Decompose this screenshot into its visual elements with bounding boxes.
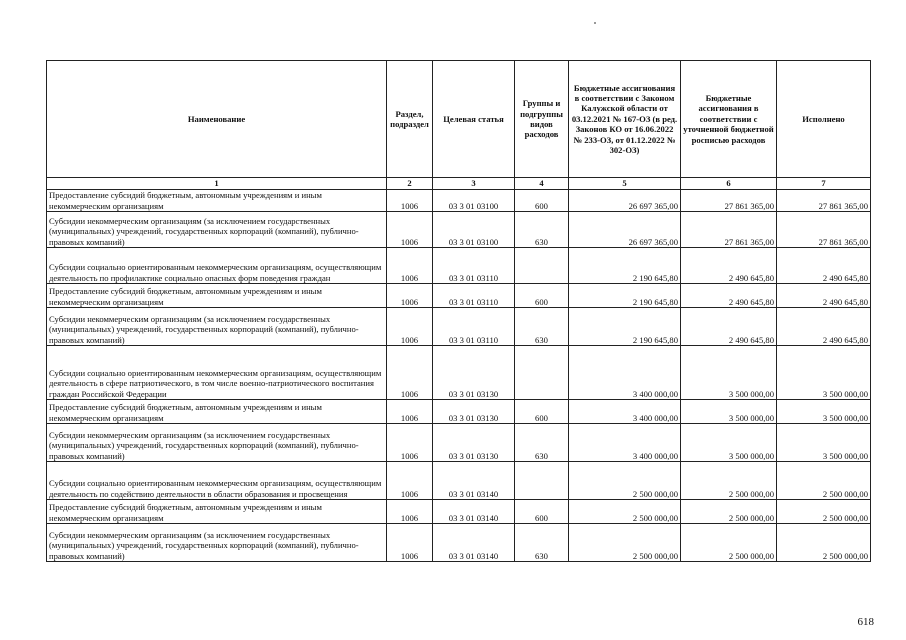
row-budget-refined: 2 500 000,00 xyxy=(681,524,777,562)
row-target: 03 3 01 03100 xyxy=(433,212,515,248)
column-number: 4 xyxy=(515,178,569,190)
row-budget-law: 3 400 000,00 xyxy=(569,424,681,462)
row-executed: 27 861 365,00 xyxy=(777,212,871,248)
row-name: Субсидии социально ориентированным некоммерческим организациям, осуществляющим деятельность по профилактике социально опасных форм поведения граждан xyxy=(47,248,387,284)
row-budget-refined: 3 500 000,00 xyxy=(681,424,777,462)
column-number: 3 xyxy=(433,178,515,190)
row-section: 1006 xyxy=(387,212,433,248)
table-row xyxy=(47,500,871,524)
row-budget-refined: 3 500 000,00 xyxy=(681,400,777,424)
row-section: 1006 xyxy=(387,284,433,308)
header-section: Раздел, подраздел xyxy=(387,61,433,178)
row-name: Субсидии некоммерческим организациям (за исключением государственных (муниципальных) учреждений, государственных корпораций (компаний), публично-правовых компаний) xyxy=(47,524,387,562)
row-section: 1006 xyxy=(387,524,433,562)
row-executed: 3 500 000,00 xyxy=(777,346,871,400)
row-name: Предоставление субсидий бюджетным, автономным учреждениям и иным некоммерческим организациям xyxy=(47,400,387,424)
row-budget-law: 3 400 000,00 xyxy=(569,400,681,424)
table-body xyxy=(47,190,871,562)
row-executed: 2 490 645,80 xyxy=(777,284,871,308)
row-budget-law: 2 190 645,80 xyxy=(569,284,681,308)
row-budget-refined: 2 490 645,80 xyxy=(681,308,777,346)
column-number: 6 xyxy=(681,178,777,190)
row-group xyxy=(515,248,569,284)
row-section: 1006 xyxy=(387,424,433,462)
row-executed: 2 500 000,00 xyxy=(777,500,871,524)
row-name: Субсидии некоммерческим организациям (за исключением государственных (муниципальных) учреждений, государственных корпораций (компаний), публично-правовых компаний) xyxy=(47,212,387,248)
row-name: Субсидии социально ориентированным некоммерческим организациям, осуществляющим деятельность в сфере патриотического, в том числе военно-патриотического воспитания граждан Российской Федерации xyxy=(47,346,387,400)
row-budget-law: 2 500 000,00 xyxy=(569,524,681,562)
table-row xyxy=(47,284,871,308)
row-section: 1006 xyxy=(387,308,433,346)
header-groups: Группы и подгруппы видов расходов xyxy=(515,61,569,178)
row-group: 630 xyxy=(515,424,569,462)
page-number: 618 xyxy=(857,616,874,628)
row-name: Предоставление субсидий бюджетным, автономным учреждениям и иным некоммерческим организациям xyxy=(47,190,387,212)
row-executed: 2 490 645,80 xyxy=(777,308,871,346)
row-section: 1006 xyxy=(387,346,433,400)
header-row xyxy=(47,61,871,178)
header-budget-refined: Бюджетные ассигнования в соответствии с уточненной бюджетной росписью расходов xyxy=(681,61,777,178)
row-budget-refined: 27 861 365,00 xyxy=(681,212,777,248)
table-row xyxy=(47,308,871,346)
row-section: 1006 xyxy=(387,500,433,524)
row-name: Предоставление субсидий бюджетным, автономным учреждениям и иным некоммерческим организациям xyxy=(47,284,387,308)
row-section: 1006 xyxy=(387,190,433,212)
row-executed: 3 500 000,00 xyxy=(777,424,871,462)
row-target: 03 3 01 03130 xyxy=(433,346,515,400)
table-row xyxy=(47,462,871,500)
table-row xyxy=(47,424,871,462)
row-target: 03 3 01 03110 xyxy=(433,308,515,346)
row-target: 03 3 01 03140 xyxy=(433,524,515,562)
table-row xyxy=(47,190,871,212)
row-name: Субсидии некоммерческим организациям (за исключением государственных (муниципальных) учреждений, государственных корпораций (компаний), публично-правовых компаний) xyxy=(47,308,387,346)
row-section: 1006 xyxy=(387,462,433,500)
row-budget-law: 2 190 645,80 xyxy=(569,308,681,346)
row-group xyxy=(515,346,569,400)
row-group: 600 xyxy=(515,190,569,212)
row-name: Предоставление субсидий бюджетным, автономным учреждениям и иным некоммерческим организациям xyxy=(47,500,387,524)
row-target: 03 3 01 03130 xyxy=(433,400,515,424)
header-executed: Исполнено xyxy=(777,61,871,178)
table-row xyxy=(47,524,871,562)
row-budget-law: 2 500 000,00 xyxy=(569,462,681,500)
column-number: 1 xyxy=(47,178,387,190)
row-section: 1006 xyxy=(387,400,433,424)
row-target: 03 3 01 03110 xyxy=(433,284,515,308)
row-budget-refined: 27 861 365,00 xyxy=(681,190,777,212)
row-budget-refined: 2 500 000,00 xyxy=(681,462,777,500)
row-executed: 3 500 000,00 xyxy=(777,400,871,424)
row-name: Субсидии социально ориентированным некоммерческим организациям, осуществляющим деятельность по содействию деятельности в области образования и просвещения xyxy=(47,462,387,500)
column-number: 2 xyxy=(387,178,433,190)
table-row xyxy=(47,248,871,284)
row-budget-law: 26 697 365,00 xyxy=(569,190,681,212)
row-budget-law: 2 190 645,80 xyxy=(569,248,681,284)
row-budget-refined: 2 500 000,00 xyxy=(681,500,777,524)
row-target: 03 3 01 03110 xyxy=(433,248,515,284)
row-executed: 27 861 365,00 xyxy=(777,190,871,212)
row-group: 630 xyxy=(515,212,569,248)
row-group: 600 xyxy=(515,400,569,424)
header-budget-law: Бюджетные ассигнования в соответствии с Законом Калужской области от 03.12.2021 № 167-ОЗ (в ред. Законов КО от 16.06.2022 № 233-ОЗ, от 01.12.2022 № 302-ОЗ) xyxy=(569,61,681,178)
header-name: Наименование xyxy=(47,61,387,178)
column-number: 7 xyxy=(777,178,871,190)
row-budget-refined: 3 500 000,00 xyxy=(681,346,777,400)
table-row xyxy=(47,346,871,400)
row-executed: 2 490 645,80 xyxy=(777,248,871,284)
row-target: 03 3 01 03130 xyxy=(433,424,515,462)
column-number: 5 xyxy=(569,178,681,190)
row-group: 600 xyxy=(515,500,569,524)
budget-table xyxy=(46,60,871,562)
budget-table-sheet xyxy=(46,60,870,562)
scan-speck xyxy=(594,22,596,24)
row-target: 03 3 01 03100 xyxy=(433,190,515,212)
row-executed: 2 500 000,00 xyxy=(777,524,871,562)
column-number-row xyxy=(47,178,871,190)
row-name: Субсидии некоммерческим организациям (за исключением государственных (муниципальных) учреждений, государственных корпораций (компаний), публично-правовых компаний) xyxy=(47,424,387,462)
row-budget-refined: 2 490 645,80 xyxy=(681,284,777,308)
row-target: 03 3 01 03140 xyxy=(433,462,515,500)
row-group: 630 xyxy=(515,524,569,562)
header-target: Целевая статья xyxy=(433,61,515,178)
row-target: 03 3 01 03140 xyxy=(433,500,515,524)
table-row xyxy=(47,212,871,248)
row-budget-law: 3 400 000,00 xyxy=(569,346,681,400)
row-budget-refined: 2 490 645,80 xyxy=(681,248,777,284)
table-row xyxy=(47,400,871,424)
row-group xyxy=(515,462,569,500)
row-section: 1006 xyxy=(387,248,433,284)
row-group: 600 xyxy=(515,284,569,308)
row-group: 630 xyxy=(515,308,569,346)
row-executed: 2 500 000,00 xyxy=(777,462,871,500)
row-budget-law: 2 500 000,00 xyxy=(569,500,681,524)
row-budget-law: 26 697 365,00 xyxy=(569,212,681,248)
